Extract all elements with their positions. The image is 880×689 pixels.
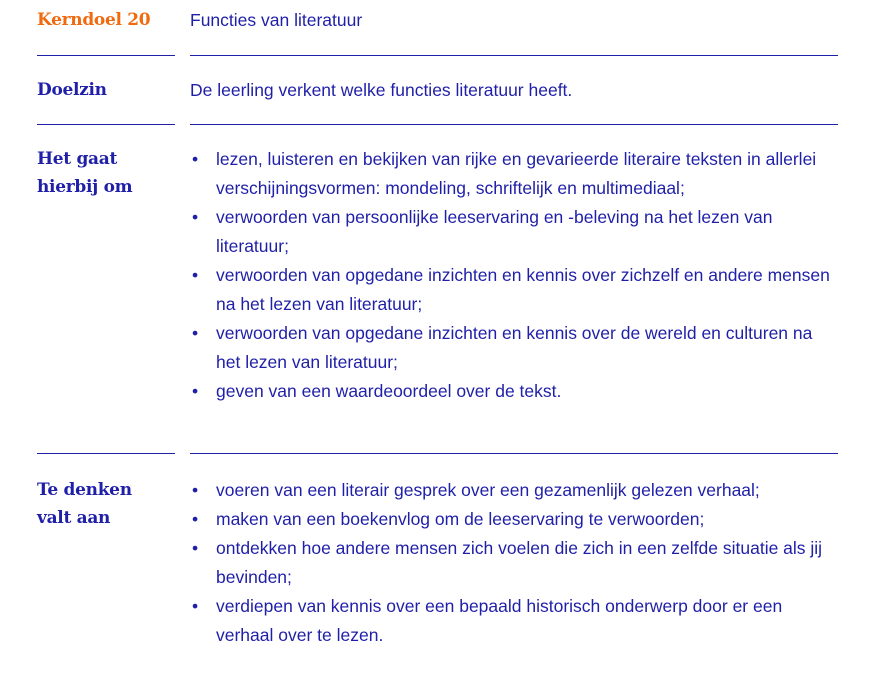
doelzin-text: De leerling verkent welke functies literatuur heeft. <box>190 80 573 100</box>
list-item-text: verwoorden van opgedane inzichten en kennis over de wereld en culturen na het lezen van literatuur; <box>216 323 813 372</box>
te-denken-valt-aan-list <box>190 476 830 650</box>
list-item <box>190 319 830 377</box>
het-gaat-hierbij-om-list <box>190 145 830 406</box>
label-line: valt aan <box>37 508 111 528</box>
list-item <box>190 203 830 261</box>
bullet-icon: • <box>192 149 199 169</box>
list-item <box>190 534 830 592</box>
list-item <box>190 145 830 203</box>
divider-right <box>190 124 838 125</box>
list-item-text: lezen, luisteren en bekijken van rijke en gevarieerde literaire teksten in allerlei verschijningsvormen: mondeling, schriftelijk en multimediaal; <box>216 149 817 198</box>
kerndoel-title: Functies van literatuur <box>190 10 363 30</box>
kerndoel-label: Kerndoel 20 <box>37 10 151 30</box>
bullet-icon: • <box>192 538 199 558</box>
list-item <box>190 476 830 505</box>
te-denken-valt-aan-label <box>37 476 177 532</box>
het-gaat-hierbij-om-list-wrap <box>190 145 830 406</box>
list-item <box>190 377 830 406</box>
bullet-icon: • <box>192 207 199 227</box>
het-gaat-hierbij-om-label <box>37 145 177 201</box>
list-item-text: geven van een waardeoordeel over de tekst. <box>216 381 562 401</box>
label-line: Te denken <box>37 480 132 500</box>
list-item-text: verwoorden van persoonlijke leeservaring en -beleving na het lezen van literatuur; <box>216 207 773 256</box>
bullet-icon: • <box>192 323 199 343</box>
doelzin-label: Doelzin <box>37 80 107 100</box>
list-item-text: voeren van een literair gesprek over een gezamenlijk gelezen verhaal; <box>216 480 760 500</box>
bullet-icon: • <box>192 381 199 401</box>
list-item <box>190 592 830 650</box>
bullet-icon: • <box>192 480 199 500</box>
bullet-icon: • <box>192 596 199 616</box>
divider-left <box>37 55 175 56</box>
divider-left <box>37 124 175 125</box>
list-item-text: verwoorden van opgedane inzichten en kennis over zichzelf en andere mensen na het lezen van literatuur; <box>216 265 830 314</box>
label-line: hierbij om <box>37 177 133 197</box>
list-item-text: ontdekken hoe andere mensen zich voelen die zich in een zelfde situatie als jij bevinden; <box>216 538 823 587</box>
list-item <box>190 505 830 534</box>
label-line: Het gaat <box>37 149 118 169</box>
bullet-icon: • <box>192 265 199 285</box>
list-item <box>190 261 830 319</box>
divider-right <box>190 453 838 454</box>
list-item-text: maken van een boekenvlog om de leeservaring te verwoorden; <box>216 509 705 529</box>
te-denken-valt-aan-list-wrap <box>190 476 830 650</box>
divider-right <box>190 55 838 56</box>
divider-left <box>37 453 175 454</box>
bullet-icon: • <box>192 509 199 529</box>
list-item-text: verdiepen van kennis over een bepaald historisch onderwerp door er een verhaal over te lezen. <box>216 596 783 645</box>
